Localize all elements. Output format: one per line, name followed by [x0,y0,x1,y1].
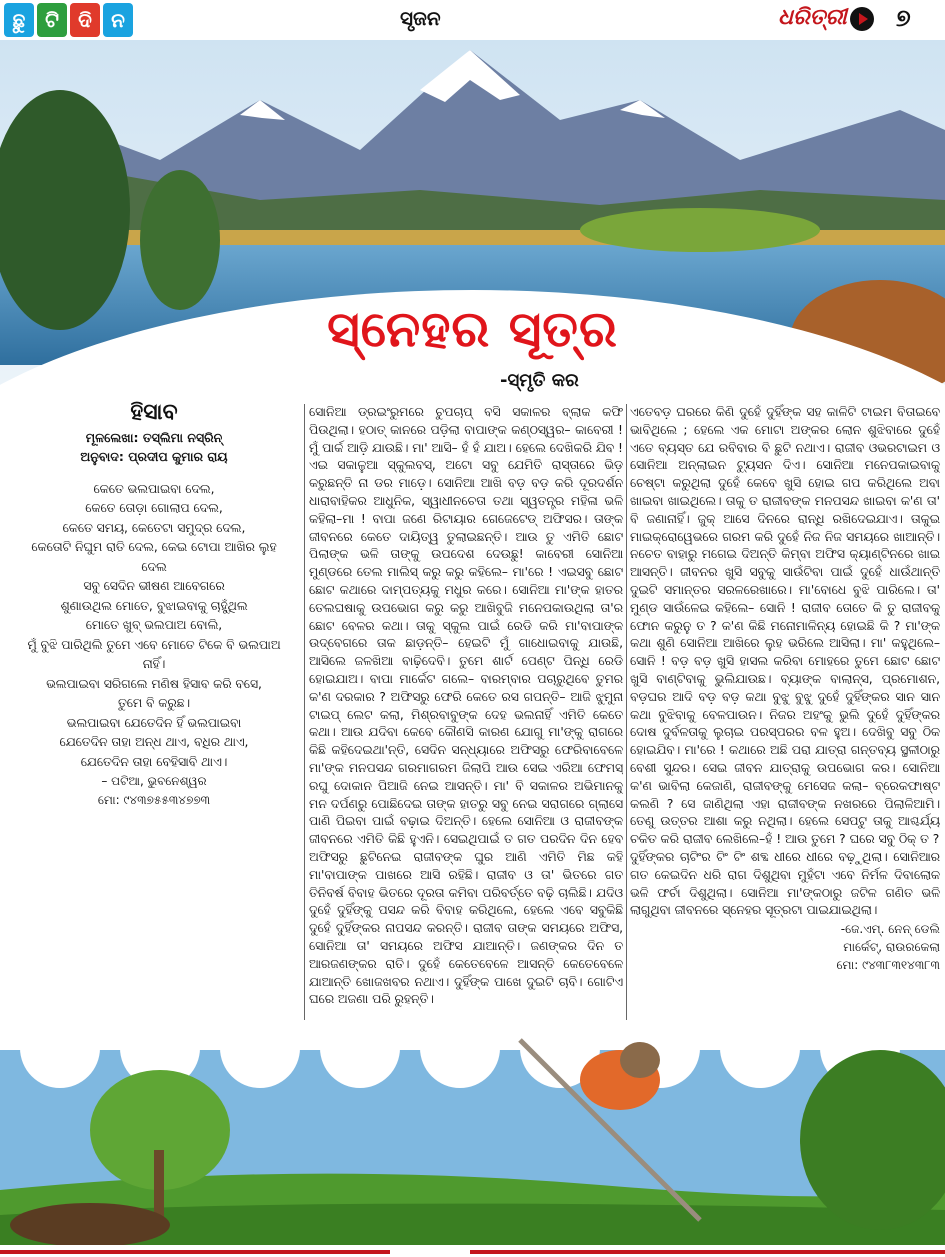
article-byline: -ସ୍ମୃତି କର [500,370,579,391]
poem-lines [8,480,300,773]
story-paragraph: ଏତେବଡ଼ ଘରରେ କିଣି ଦୁହେଁ ଦୁହିଁଙ୍କ ସହ କାଳିଟି ଟାଇମ ବିତାଇବେ ଭାବିଥିଲେ ; ହେଲେ ଏକ ମୋଟା ଅଙ୍କର ଲୋନ ଶୁଝିବାରେ ଦୁହେଁ ଏତେ ବ୍ୟସ୍ତ ଯେ ରବିବାର ବି ଛୁଟି ନଥାଏ। ରାଜୀବ ଓଭରଟାଇମ ଓ ସୋନିଆ ଅନ୍‌ଲାଇନ ଟ୍ୟୁସନ ଦିଏ। ସୋନିଆ ମନେପକାଇବାକୁ ଚେଷ୍ଟା କରୁଥିଲା ଦୁହେଁ କେବେ ଖୁସି ହୋଇ ଗପ କରିଥିଲେ ଅବା ଖାଇବା ଖାଇଥିଲେ। ତାକୁ ତ ରାଜୀବଙ୍କ ମନପସନ୍ଦ ଖାଇବା କ'ଣ ତା' ବି ଜଣାନାହିଁ। ଜୁକ୍ ଆସେ ଦିନରେ ରାନ୍ଧି ରଖିଦେଇଯାଏ। ତାକୁଇ ମାଇକ୍ରୋୱେଭରେ ଗରମ କରି ଦୁହେଁ ନିଜ ନିଜ ସମୟରେ ଖାଆନ୍ତି। ନଚେତ ବାହାରୁ ମଗେଇ ଦିଅନ୍ତି କିମ୍ବା ଅଫିସ କ୍ୟାଣ୍ଟିନରେ ଖାଇ ଆସନ୍ତି। ଜୀବନର ଖୁସି ସବୁକୁ ସାଉଁଟିବା ପାଇଁ ଦୁହେଁ ଧାଉଁଥାନ୍ତି ଦୁଇଟି ସମାନ୍ତର ସରଳରେଖାରେ। ମା'ବୋଧେ ବୁଝି ପାରିଲେ। ତା' ମୁଣ୍ଡ ସାଉଁଳେଇ କହିଲେ– ସୋନି ! ରାଜୀବ ତୋତେ କି ତୁ ରାଜୀବକୁ ଫୋନ କରୁନୁ ତ ? କ'ଣ କିଛି ମନୋମାଳିନ୍ୟ ହୋଇଛି କି ? ମା'ଙ୍କ କଥା ଶୁଣି ସୋନିଆ ଆଖିରେ ଲୁହ ଭରିଲେ ଆସିଲା। ମା' କହୁଥିଲେ– ସୋନି ! ବଡ଼ ବଡ଼ ଖୁସି ହାସଲ କରିବା ମୋହରେ ତୁମେ ଛୋଟ ଛୋଟ ଖୁସି ବାଣ୍ଟିବାକୁ ଭୁଲିଯାଉଛ। ବ୍ୟାଙ୍କ ବାଲାନ୍ସ, ପ୍ରମୋଶନ, ବଡ଼ଘର ଆଦି ବଡ଼ ବଡ଼ କଥା ବୁଝୁ ବୁଝୁ ଦୁହେଁ ଦୁହିଁଙ୍କର ସାନ ସାନ କଥା ବୁଝିବାକୁ ବେଳପାଉନ। ନିଜର ଅହଂକୁ ଭୁଲି ଦୁହେଁ ଦୁହିଁଙ୍କର ଦୋଷ ଦୁର୍ବଳତାକୁ ଲୁଚାଇ ପରସ୍ପରର ବଳ ହୁଅ। ଦେଖିବୁ ସବୁ ଠିକ ହୋଇଯିବ। ମା'ରେ ! କଥାରେ ଅଛି ପରା ଯାତ୍ରା ଗନ୍ତବ୍ୟ ସ୍ଥଳୀଠାରୁ ବେଶୀ ସୁନ୍ଦର। ସେଇ ଜୀବନ ଯାତ୍ରାକୁ ଉପଭୋଗ କର। ସୋନିଆ କ'ଣ ଭାବିଲା କେଜାଣି, ରାଜୀବଙ୍କୁ ମେସେଜ କଲା– ବ୍ରେକଫାଷ୍ଟ କଲଣି ? ସେ ଜାଣିଥିଲା ଏହା ରାଜୀବଙ୍କ ନଖରରେ ପିଲାଳିଆମି। ତେଣୁ ଉତ୍ତର ଆଶା କରୁ ନଥିଲା। ହେଲେ ସେପଟୁ ତାକୁ ଆଶ୍ଚର୍ଯ୍ୟ ଚକିତ କରି ରାଜୀବ ଲେଖିଲେ–ହଁ ! ଆଉ ତୁମେ ? ଘରେ ସବୁ ଠିକ୍ ତ ? [630,405,940,847]
poem-line: କେତେ ଭଲପାଇବା ଦେଲ, [93,481,215,496]
play-icon [850,7,874,31]
author-name: -ଜେ.ଏମ୍. ନେନ୍ ଡେଲି [840,922,940,937]
section-name: ସୃଜନ [400,6,441,30]
author-place: ମାର୍କେଟ୍, ରାଉରକେଲା [843,940,940,955]
poem-line: କେତେ ତୋଡ଼ା ଗୋଲାପ ଦେଲ, [85,501,223,516]
column-divider [626,404,627,1020]
brand-letter: ନ [103,3,133,37]
brand-letter: ଦି [70,3,100,37]
story-paragraph: ଦୁହିଁଙ୍କର ଚାଟିଂର ଟିଂ ଟିଂ ଶବ୍ଦ ଧୀରେ ଧୀରେ ବଢ଼ୁଥିଲା। ସୋନିଆର ଗତ କେଇଦିନ ଧରି ରାଗ ଦିଶୁଥିବା ମୁହଁଟା ଏବେ ନିର୍ମଳ ଦିବାଲୋକ ଭଳି ଫର୍ଚା ଦିଶୁଥିଲା। ସୋନିଆ ମା'ଙ୍କଠାରୁ ଜଟିଳ ଗଣିତ ଭଳି ଲାଗୁଥିବା ଜୀବନରେ ସ୍ନେହର ସୂତ୍ରଟା ପାଇଯାଇଥିଲା। [630,849,940,918]
page-header [0,0,945,40]
poem-signature-place: – ପଟିଆ, ଭୁବନେଶ୍ୱର [101,774,207,789]
poem-line: ଦେଲ [141,559,167,574]
poem-line: ଯେତେଦିନ ତାହା ଅନ୍ଧ ଥାଏ, ବଧିର ଥାଏ, [59,735,249,750]
author-phone: ମୋ: ୯୪୩୮୩୧୪୩୮୩ [836,958,940,973]
poem-line: ମୋତେ ଖୁବ୍ ଭଲପାଅ ବୋଲି, [85,618,223,633]
poem-line: ଯେତେଦିନ ତାହା ବେହିସାବି ଥାଏ। [80,754,228,769]
hero-landscape-image [0,40,945,425]
poem-line: ତୁମେ ବି କରୁଛ। [117,696,191,711]
story-paragraph: ସୋନିଆ ଡ୍ରଇଂରୁମରେ ଚୁପଚାପ୍ ବସି ସକାଳର ବ୍ଲାକ କଫି ପିଉଥିଲା। ହଠାତ୍ କାନରେ ପଡ଼ିଲା ବାପାଙ୍କ କଣ୍ଠସ୍ୱର– କାବେରୀ ! ମୁଁ ପାର୍କ ଆଡ଼ି ଯାଉଛି। ମା' ଆସି– ହଁ ହଁ ଯାଅ। ହେଲେ ଦେଖିକରି ଯିବ ! ଏଇ ସକାଳୁଆ ସ୍କୁଲବସ୍, ଅଟୋ ସବୁ ଯେମିତି ରାସ୍ତାରେ ଭିଡ଼ କରୁଛନ୍ତି ନା ଡର ମାଡ଼େ। ସୋନିଆ ଆଖି ବଡ଼ ବଡ଼ କରି ଦୂରଦର୍ଶନ ଧାରାବାହିକର ଆଧୁନିକ, ସ୍ୱାଧୀନଚେତା ତଥା ସ୍ୱତନ୍ତ୍ର ମହିଳା ଭଳି କହିଲା–ମା ! ବାପା ଜଣେ ରିଟାୟାର ଗେଜେଟେଡ୍ ଅଫିସର। ତାଙ୍କ ଜୀବନରେ କେତେ ଦାୟିତ୍ୱ ତୁଲାଇଛନ୍ତି। ଆଉ ତୁ ଏମିତି ଛୋଟ ପିଲାଙ୍କ ଭଳି ତାଙ୍କୁ ଉପଦେଶ ଦେଉଛୁ! କାବେରୀ ସୋନିଆ ମୁଣ୍ଡରେ ତେଲ ମାଲିସ୍ କରୁ କରୁ କହିଲେ– ମା'ରେ ! ଏଇସବୁ ଛୋଟ ଛୋଟ କଥାରେ ଦାମ୍ପତ୍ୟକୁ ମଧୁର କରେ। ସୋନିଆ ମା'ଙ୍କ ହାତର ତେଲଘଷାକୁ ଉପଭୋଗ କରୁ କରୁ ଆଖିବୁଜି ମନେପକାଉଥିଲା ତା'ର ଛୋଟ ବେଳର କଥା। ତାକୁ ସ୍କୁଲ ପାଇଁ ରେଡି କରି ମା'ବାପାଙ୍କ ଉଦ୍‌ବେଗରେ ତାକ ଛାଡ଼ନ୍ତି– ହେଇଟି ମୁଁ ଗାଧୋଇବାକୁ ଯାଉଛି, ଆସିଲେ ଜଳଖିଆ ବାଢ଼ିଦେବି। ତୁମେ ଶାର୍ଟ ପେଣ୍ଟ ପିନ୍ଧି ରେଡି ହୋଇଯାଅ। ବାପା ମାର୍କେଟ ଗଲେ– ବାରମ୍ବାର ପଚାରୁଥିବେ ତୁମର କ'ଣ ଦରକାର ? ଅଫିସରୁ ଫେରି କେତେ ରସ ଗପନ୍ତି– ଆଜି ଝୁମୁନା ଟାଇପ୍ ଲେଟ କଲା, ମିଶ୍ରବାବୁଙ୍କ ଦେହ ଭଲନାହିଁ ଏମିତି କେତେ କଥା। ଆଉ ଯଦିବା କେବେ କୌଣସି କାରଣ ଯୋଗୁ ମା'ଙ୍କୁ ରାଗରେ କିଛି କହିଦେଇଥା'ନ୍ତି, ସେଦିନ ସନ୍ଧ୍ୟାରେ ଅଫିସରୁ ଫେରିବାବେଳେ ମା'ଙ୍କ ମନପସନ୍ଦ ଗରମାଗରମ ଜିଲାପି ଆଉ ସେଇ ଏରିଆ ଫେମସ୍ ରଘୁ ଦୋକାନ ପିଆଜି ନେଇ ଆସନ୍ତି। ମା' ବି ସକାଳର ଅଭିମାନକୁ ମନ ଦର୍ପଣରୁ ପୋଛିଦେଇ ତାଙ୍କ ହାତରୁ ସବୁ ନେଇ ସରାଗରେ ଗ୍ଲାସେ ପାଣି ପିଇବା ପାଇଁ ବଢ଼ାଇ ଦିଅନ୍ତି। ହେଲେ ସୋନିଆ ଓ ରାଜୀବଙ୍କ ଜୀବନରେ ଏମିତି କିଛି ହୁଏନି। ସେଇଥିପାଇଁ ତ ଗତ ପରଦିନ ଦିନ ହେବ ଅଫିସରୁ ଛୁଟିନେଇ ରାଜୀବଙ୍କ ଘୁର ଆଣି ଏମିତି ମିଛ କହି ମା'ବାପାଙ୍କ ପାଖରେ ଆସି ରହିଛି। ରାଜୀବ ଓ ତା' ଭିତରେ ଗତ ତିନିବର୍ଷ ବିବାହ ଭିତରେ ଦୂରତା କମିବା ପରିବର୍ତ୍ତେ ବଢ଼ି ଚାଲିଛି। ଯଦିଓ ଦୁହେଁ ଦୁହିଁଙ୍କୁ ପସନ୍ଦ କରି ବିବାହ କରିଥିଲେ, ହେଲେ ଏବେ ସବୁକିଛି ଦୁହେଁ ଦୁହିଁଙ୍କର ନାପସନ୍ଦ କରନ୍ତି। ରାଜୀବ ତାଙ୍କ ସମୟରେ ଅଫିସ, ସୋନିଆ ତା' ସମୟରେ ଅଫିସ ଯାଆନ୍ତି। ଜଣଙ୍କର ଦିନ ତ ଆରଜଣଙ୍କର ରାତି। ଦୁହେଁ କେତେବେଳେ ଆସନ୍ତି କେତେବେଳେ ଯାଆନ୍ତି ଖୋଜଖବର ନଥାଏ। ଦୁହିଁଙ୍କ ପାଖେ ଦୁଇଟି ଚାବି। ଗୋଟିଏ ଘରେ ଅଜଣା ପରି ରୁହନ୍ତି। [309,405,623,1007]
publication-logo: ଧରିତ୍ରୀ [778,5,847,30]
poem-line: କେତେ ସମୟ, କେତେଟା ସମୁଦ୍ର ଦେଲ, [62,520,246,535]
brand-logo [4,3,133,37]
brand-letter: ଟି [37,3,67,37]
poem-signature-phone: ମୋ: ୯୪୩୭୫୫୩୪୭୭୩ [97,793,211,808]
poem-line: ଭଲପାଇବା ସରିଗଲେ ମଣିଷ ହିସାବ କରି ବସେ, [46,676,262,691]
article-title: ସ୍ନେହର ସୂତ୍ର [327,300,618,358]
poem-original-author: ମୂଳଲେଖା: ତସ୍‌ଲିମା ନସ୍‌ରିନ୍ [85,429,223,445]
poem-line: ଭଲପାଇବା ଯେତେଦିନ ହିଁ ଭଲପାଇବା [66,715,242,730]
story-column-2 [630,404,940,984]
column-divider [304,404,305,1020]
poem-line: ନାହିଁ। [142,657,166,672]
nature-scene [0,1020,945,1245]
bottom-nature-illustration [0,1020,945,1245]
story-column-1 [309,404,623,1021]
page-number: ୭ [896,4,911,32]
poem-column [8,400,300,810]
poem-line: କେତୋଟି ନିଘୁମ ରାତି ଦେଲ, କେଇ ଟୋପା ଆଖିର ଲୁହ [31,540,277,555]
brand-letter: ଛୁ [4,3,34,37]
footer-bar [0,1248,945,1257]
poem-translator: ଅନୁବାଦ: ପ୍ରଦୀପ କୁମାର ରାୟ [80,448,228,464]
poem-title: ହିସାବ [130,400,178,425]
poem-line: ଶୁଣାଉଥିଲ ମୋତେ, ବୁଝାଇବାକୁ ଚାହୁଁଥିଲ [60,598,248,613]
poem-line: ସବୁ ସେଦିନ ଭୀଷଣ ଆବେଗରେ [83,579,225,594]
poem-line: ମୁଁ ବୁଝି ପାରିଥିଲି ତୁମେ ଏବେ ମୋତେ ଟିକେ ବି ଭଲପାଅ [27,637,281,652]
